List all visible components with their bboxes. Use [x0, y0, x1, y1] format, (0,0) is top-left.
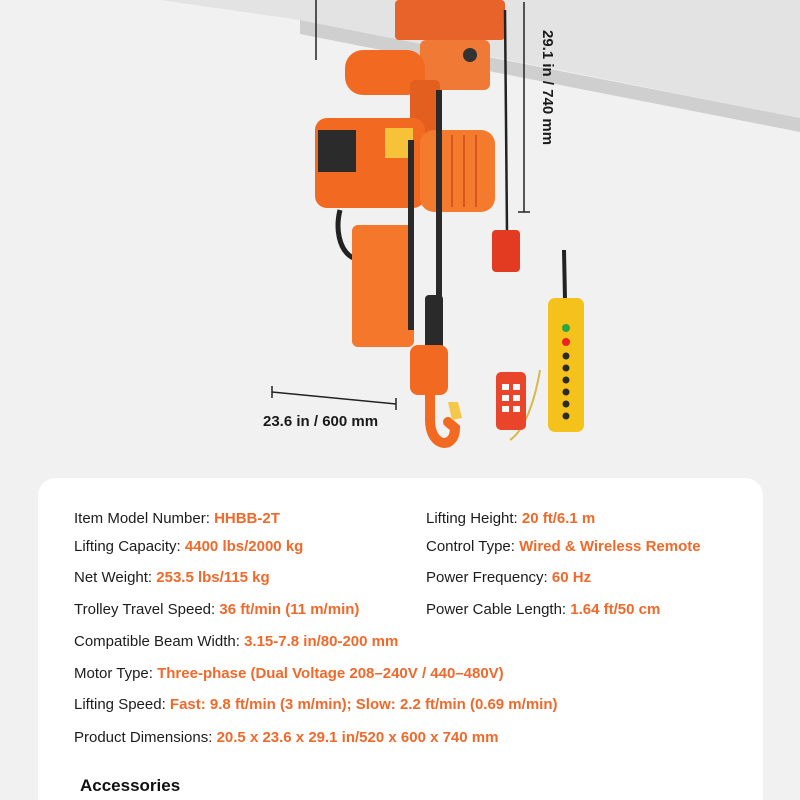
spec-motor-type — [74, 665, 504, 682]
spec-label: Trolley Travel Speed: — [74, 601, 216, 618]
wireless-remote — [496, 372, 526, 430]
spec-capacity — [74, 538, 303, 555]
spec-value: 1.64 ft/50 cm — [570, 601, 661, 618]
spec-label: Lifting Capacity: — [74, 538, 181, 555]
spec-value: 36 ft/min (11 m/min) — [219, 601, 360, 618]
spec-value: 4400 lbs/2000 kg — [184, 538, 304, 555]
width-dimension-label: 23.6 in / 600 mm — [263, 413, 379, 430]
chain-bag — [352, 225, 414, 347]
spec-cable-length — [426, 601, 660, 618]
spec-value: Fast: 9.8 ft/min (3 m/min); Slow: 2.2 ft/min (0.69 m/min) — [169, 696, 558, 713]
spec-value: 20 ft/6.1 m — [521, 510, 596, 527]
spec-label: Power Cable Length: — [426, 601, 567, 618]
spec-label: Control Type: — [426, 538, 515, 555]
pendant-stop-button — [562, 338, 570, 346]
spec-value: 60 Hz — [551, 569, 592, 586]
spec-value: 3.15-7.8 in/80-200 mm — [244, 633, 399, 650]
trolley-wheel — [463, 48, 477, 62]
spec-value: 253.5 lbs/115 kg — [156, 569, 270, 586]
accessories-heading: Accessories — [80, 776, 181, 795]
spec-value: 20.5 x 23.6 x 29.1 in/520 x 600 x 740 mm — [216, 729, 499, 746]
spec-label: Power Frequency: — [426, 569, 548, 586]
spec-beam-width — [74, 633, 398, 650]
spec-model — [74, 510, 280, 527]
spec-control-type — [426, 538, 701, 555]
pendant-cord — [564, 250, 565, 300]
stop-switch-box — [492, 230, 520, 272]
spec-label: Lifting Height: — [426, 510, 518, 527]
spec-label: Compatible Beam Width: — [74, 633, 240, 650]
spec-power-frequency — [426, 569, 591, 586]
spec-product-dimensions — [74, 729, 498, 746]
pendant-start-button — [562, 324, 570, 332]
hook-latch — [448, 402, 462, 420]
spec-value: HHBB-2T — [214, 510, 280, 527]
spec-label: Lifting Speed: — [74, 696, 166, 713]
hoist-motor — [420, 130, 495, 212]
spec-label: Motor Type: — [74, 665, 153, 682]
dim-line-width — [272, 392, 396, 404]
height-dimension-label: 29.1 in / 740 mm — [539, 30, 556, 146]
hoist-label-plate — [318, 130, 356, 172]
spec-value: Wired & Wireless Remote — [519, 538, 701, 555]
spec-value: Three-phase (Dual Voltage 208–240V / 440–480V) — [157, 665, 504, 682]
spec-lifting-height — [426, 510, 595, 527]
spec-label: Item Model Number: — [74, 510, 210, 527]
spec-net-weight — [74, 569, 270, 586]
trolley-top — [395, 0, 505, 40]
spec-trolley-speed — [74, 601, 359, 618]
hook-block — [410, 345, 448, 395]
chain-spring — [425, 295, 443, 350]
spec-label: Product Dimensions: — [74, 729, 213, 746]
spec-label: Net Weight: — [74, 569, 153, 586]
spec-lifting-speed — [74, 696, 557, 713]
